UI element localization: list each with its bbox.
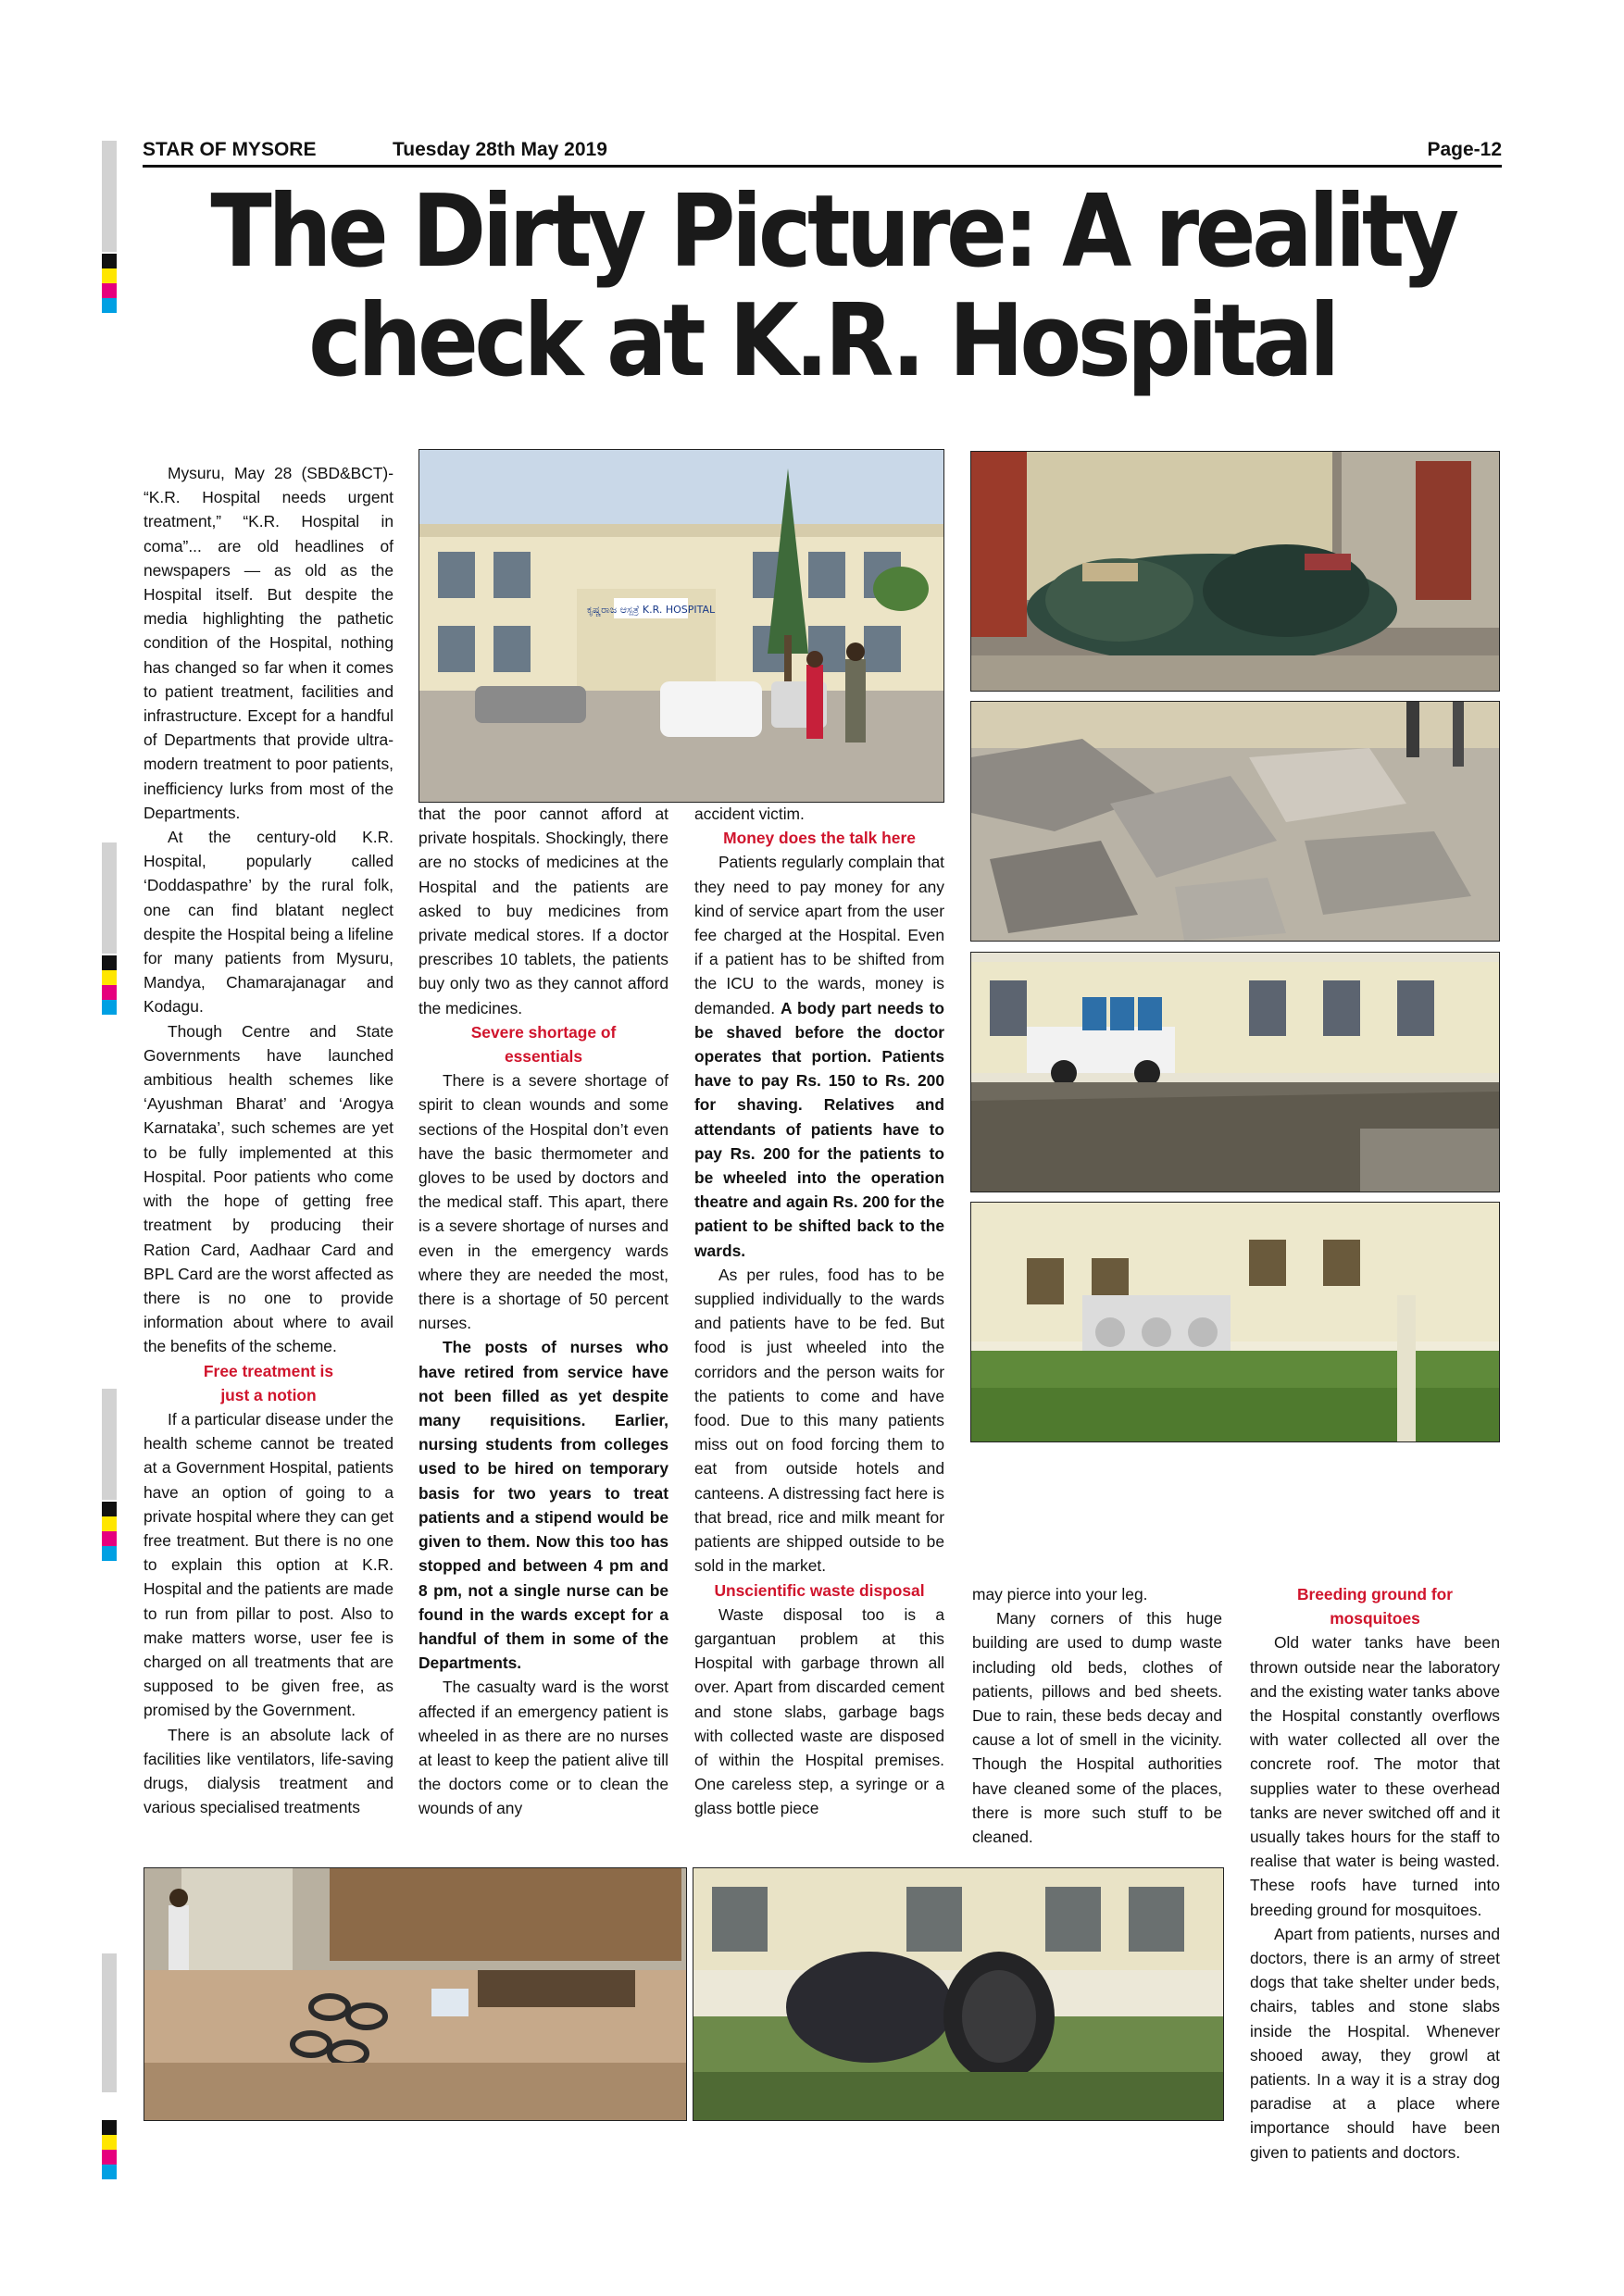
paragraph: accident victim. [694, 805, 805, 823]
registration-mark-black [102, 2120, 117, 2135]
article-column-1 [144, 461, 394, 1819]
registration-mark-cyan [102, 1000, 117, 1015]
paragraph: Waste disposal too is a gargantuan problem at this Hospital with garbage thrown all over. Apart from discarded cement and stone slabs, garbage bags with collected waste are disposed of within the Hospital premises. One careless step, a syringe or a glass bottle piece [694, 1604, 944, 1818]
registration-bar-grey [102, 1389, 117, 1500]
paragraph: At the century-old K.R. Hospital, popularly called ‘Doddaspathre’ by the rural folk, one can find blatant neglect despite the Hospital being a lifeline for many patients from Mysuru, Mandya, Chamarajanagar and Kodagu. [144, 828, 394, 1017]
registration-mark-black [102, 1502, 117, 1516]
subheading-shortage: Severe shortage of [470, 1022, 617, 1042]
registration-mark-black [102, 955, 117, 970]
hospital-yard-truck-photo [970, 952, 1500, 1192]
registration-mark-yellow [102, 1516, 117, 1531]
registration-mark-yellow [102, 268, 117, 283]
headline [210, 174, 1455, 399]
paragraph-bold: The posts of nurses who have retired from service have not been filled as yet despite many requisitions. Earlier, nursing students from colleges used to be hired on temporary basis for two years to treat patients and a stipend would be given to them. Now this too has stopped and between 4 pm and 8 pm, not a single nurse can be found in the wards except for a handful of them in some of the Departments. [418, 1338, 668, 1673]
subheading-shortage-2: essentials [504, 1047, 583, 1067]
headline-line-2: check at K.R. Hospital [308, 283, 1336, 399]
paragraph: Though Centre and State Governments have launched ambitious health schemes like ‘Ayushman Bharat’ and ‘Arogya Karnataka’, such schemes are yet to be fully implemented at this Hospital. Poor patients who come with the hope of getting free treatment by producing their Ration Card, Aadhaar Card and BPL Card are the worst affected as there is no one to provide information about where to avail the benefits of the scheme. [144, 1021, 394, 1356]
publication-name: STAR OF MYSORE [143, 139, 317, 160]
hospital-sign-text: ಕೃಷ್ಣರಾಜ ಆಸ್ಪತ್ರೆ K.R. HOSPITAL [586, 604, 716, 616]
registration-mark-cyan [102, 1546, 117, 1561]
registration-bar-grey [102, 842, 117, 954]
subheading-waste: Unscientific waste disposal [714, 1580, 925, 1600]
registration-mark-black [102, 254, 117, 268]
paragraph: As per rules, food has to be supplied individually to the wards and patients have to be fed. But food is just wheeled into the corridors and the person waits for the patients to come and have food. Due to this many patients miss out on food forcing them to eat from outside hotels and canteens. A distressing fact here is that bread, rice and milk meant for patients are shipped outside to be sold in the market. [694, 1265, 944, 1576]
subheading-money: Money does the talk here [723, 829, 916, 848]
paragraph [694, 850, 944, 1262]
subheading-mosquitoes: Breeding ground for [1296, 1585, 1454, 1603]
paragraph-text: Patients regularly complain that they need to pay money for any kind of service apart from the user fee charged at the Hospital. Even if a patient has to be shifted from the ICU to the wards, money is demanded. [694, 853, 944, 1017]
headline-line-1: The Dirty Picture: A reality [210, 174, 1455, 290]
registration-mark-magenta [102, 283, 117, 298]
subheading-free-treatment: Free treatment is [203, 1361, 334, 1380]
registration-bar-grey [102, 141, 117, 252]
article-column-2 [418, 802, 668, 1821]
issue-date: Tuesday 28th May 2019 [393, 139, 607, 160]
paragraph: If a particular disease under the health scheme cannot be treated at a Government Hospital, patients have an option of going to a private hospital where they can get free treatment. But there is no one to explain this option at K.R. Hospital and the patients are made to run from pillar to post. Also to make matters worse, user fee is charged on all treatments that are supposed to be given free, as promised by the Government. [144, 1409, 394, 1720]
broken-slabs-photo [970, 701, 1500, 942]
paragraph: There is a severe shortage of spirit to clean wounds and some sections of the Hospital don’t even have the basic thermometer and gloves to be used by doctors and the medical staff. This apart, there is a severe shortage of nurses and even in the emergency wards where they are needed the most, there is a shortage of 50 percent nurses. [418, 1071, 668, 1333]
subheading-mosquitoes-2: mosquitoes [1330, 1609, 1420, 1628]
registration-mark-yellow [102, 2135, 117, 2150]
registration-mark-magenta [102, 985, 117, 1000]
discarded-chairs-photo [144, 1867, 687, 2121]
page-number: Page-12 [1427, 139, 1502, 160]
paragraph: Apart from patients, nurses and doctors, there is an army of street dogs that take shelter under beds, chairs, tables and stone slabs inside the Hospital. Whenever shooed away, they growl at patients. In a way it is a stray dog paradise at a place where importance should have been given to patients and doctors. [1250, 1924, 1500, 2162]
paragraph: may pierce into your leg. [972, 1585, 1148, 1603]
registration-mark-yellow [102, 970, 117, 985]
article-column-5 [1250, 1582, 1500, 2165]
paragraph: that the poor cannot afford at private hospitals. Shockingly, there are no stocks of medicines at the Hospital and the patients are asked to buy medicines from private medical stores. If a doctor prescribes 10 tablets, the patients buy only two as they cannot afford the medicines. [418, 805, 668, 1017]
garbage-bags-photo [970, 451, 1500, 692]
discarded-water-tanks-photo [693, 1867, 1224, 2121]
registration-mark-cyan [102, 298, 117, 313]
article-column-3 [694, 802, 944, 1821]
subheading-free-treatment-2: just a notion [220, 1385, 317, 1404]
article-column-4 [972, 1582, 1222, 1849]
paragraph-bold-text: A body part needs to be shaved before the doctor operates that portion. Patients have to pay Rs. 150 to Rs. 200 for shaving. Relatives and attendants of patients have to pay Rs. 200 for the patients to be wheeled into the operation theatre and again Rs. 200 for the patient to be shifted back to the wards. [694, 998, 945, 1260]
paragraph: The casualty ward is the worst affected if an emergency patient is wheeled in as there are no nurses at least to keep the patient alive till the doctors come or to clean the wounds of any [418, 1678, 668, 1818]
registration-bar-grey [102, 1953, 117, 2092]
paragraph: Old water tanks have been thrown outside near the laboratory and the existing water tanks above the Hospital constantly overflows with water collected all over the concrete roof. The motor that supplies water to these overhead tanks are never switched off and it usually takes hours for the staff to realise that water is being wasted. These roofs have turned into breeding ground for mosquitoes. [1250, 1633, 1500, 1919]
registration-mark-magenta [102, 1531, 117, 1546]
paragraph: Mysuru, May 28 (SBD&BCT)- “K.R. Hospital needs urgent treatment,” “K.R. Hospital in coma”... are old headlines of newspapers — as old as the Hospital itself. But despite the media highlighting the pathetic condition of the Hospital, nothing has changed so far when it comes to patient treatment, facilities and infrastructure. Except for a handful of Departments that provide ultra-modern treatment to poor patients, inefficiency lurks from most of the Departments. [144, 464, 394, 822]
registration-mark-cyan [102, 2165, 117, 2179]
overgrown-grounds-photo [970, 1202, 1500, 1442]
hospital-building-photo [418, 449, 944, 803]
registration-mark-magenta [102, 2150, 117, 2165]
paragraph: There is an absolute lack of facilities like ventilators, life-saving drugs, dialysis treatment and various specialised treatments [144, 1725, 394, 1817]
paragraph: Many corners of this huge building are used to dump waste including old beds, clothes of patients, pillows and bed sheets. Due to rain, these beds decay and cause a lot of smell in the vicinity. Though the Hospital authorities have cleaned some of the places, there is more such stuff to be cleaned. [972, 1609, 1222, 1847]
header-rule [143, 165, 1502, 168]
